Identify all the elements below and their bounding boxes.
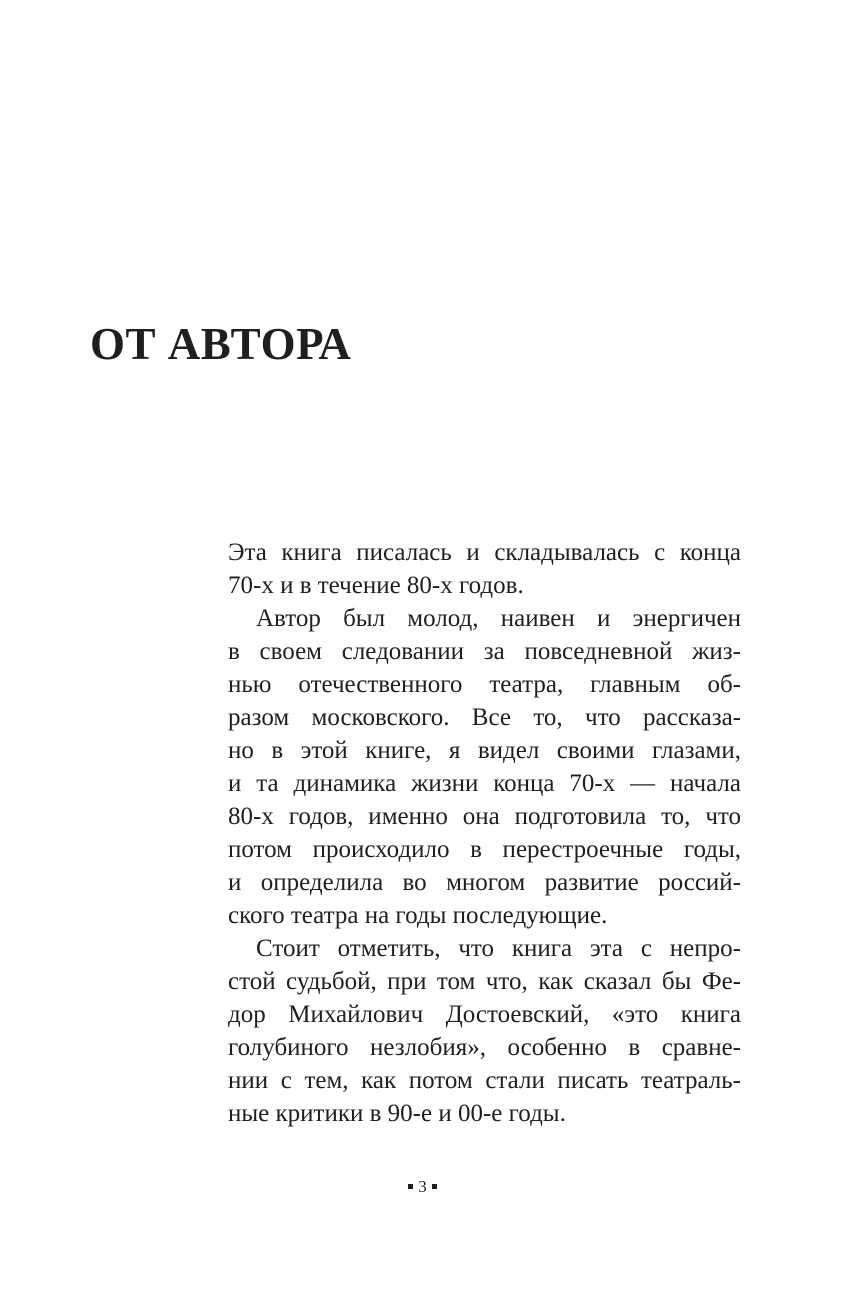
text-line: голубиного незлобия», особенно в сравне- <box>228 1034 741 1061</box>
text-line: стой судьбой, при том что, как сказал бы Фе- <box>228 968 741 995</box>
text-line: ского театра на годы последующие. <box>228 902 608 929</box>
text-line: нью отечественного театра, главным об- <box>228 671 741 698</box>
text-line: потом происходило в перестроечные годы, <box>228 836 741 863</box>
text-line: но в этой книге, я видел своими глазами, <box>228 737 741 764</box>
page-number-value: 3 <box>418 1177 427 1196</box>
page-number <box>0 1177 845 1197</box>
text-line: Автор был молод, наивен и энергичен <box>256 605 741 632</box>
chapter-title: ОТ АВТОРА <box>90 319 352 369</box>
text-line: 80-х годов, именно она подготовила то, что <box>228 803 741 830</box>
text-line: 70-х и в течение 80-х годов. <box>228 572 524 599</box>
text-line: Эта книга писалась и складывалась с конца <box>228 539 741 566</box>
text-line: дор Михайлович Достоевский, «это книга <box>228 1001 741 1028</box>
text-line: ные критики в 90-е и 00-е годы. <box>228 1100 566 1127</box>
text-line: и определила во многом развитие россий- <box>228 869 741 896</box>
square-bullet-icon <box>432 1184 437 1189</box>
text-line: и та динамика жизни конца 70-х — начала <box>228 770 741 797</box>
text-line: Стоит отметить, что книга эта с непро- <box>256 935 741 962</box>
text-line: нии с тем, как потом стали писать театраль- <box>228 1067 741 1094</box>
text-line: разом московского. Все то, что рассказа- <box>228 704 741 731</box>
body-text <box>228 536 741 1130</box>
square-bullet-icon <box>408 1184 413 1189</box>
text-line: в своем следовании за повседневной жиз- <box>228 638 741 665</box>
